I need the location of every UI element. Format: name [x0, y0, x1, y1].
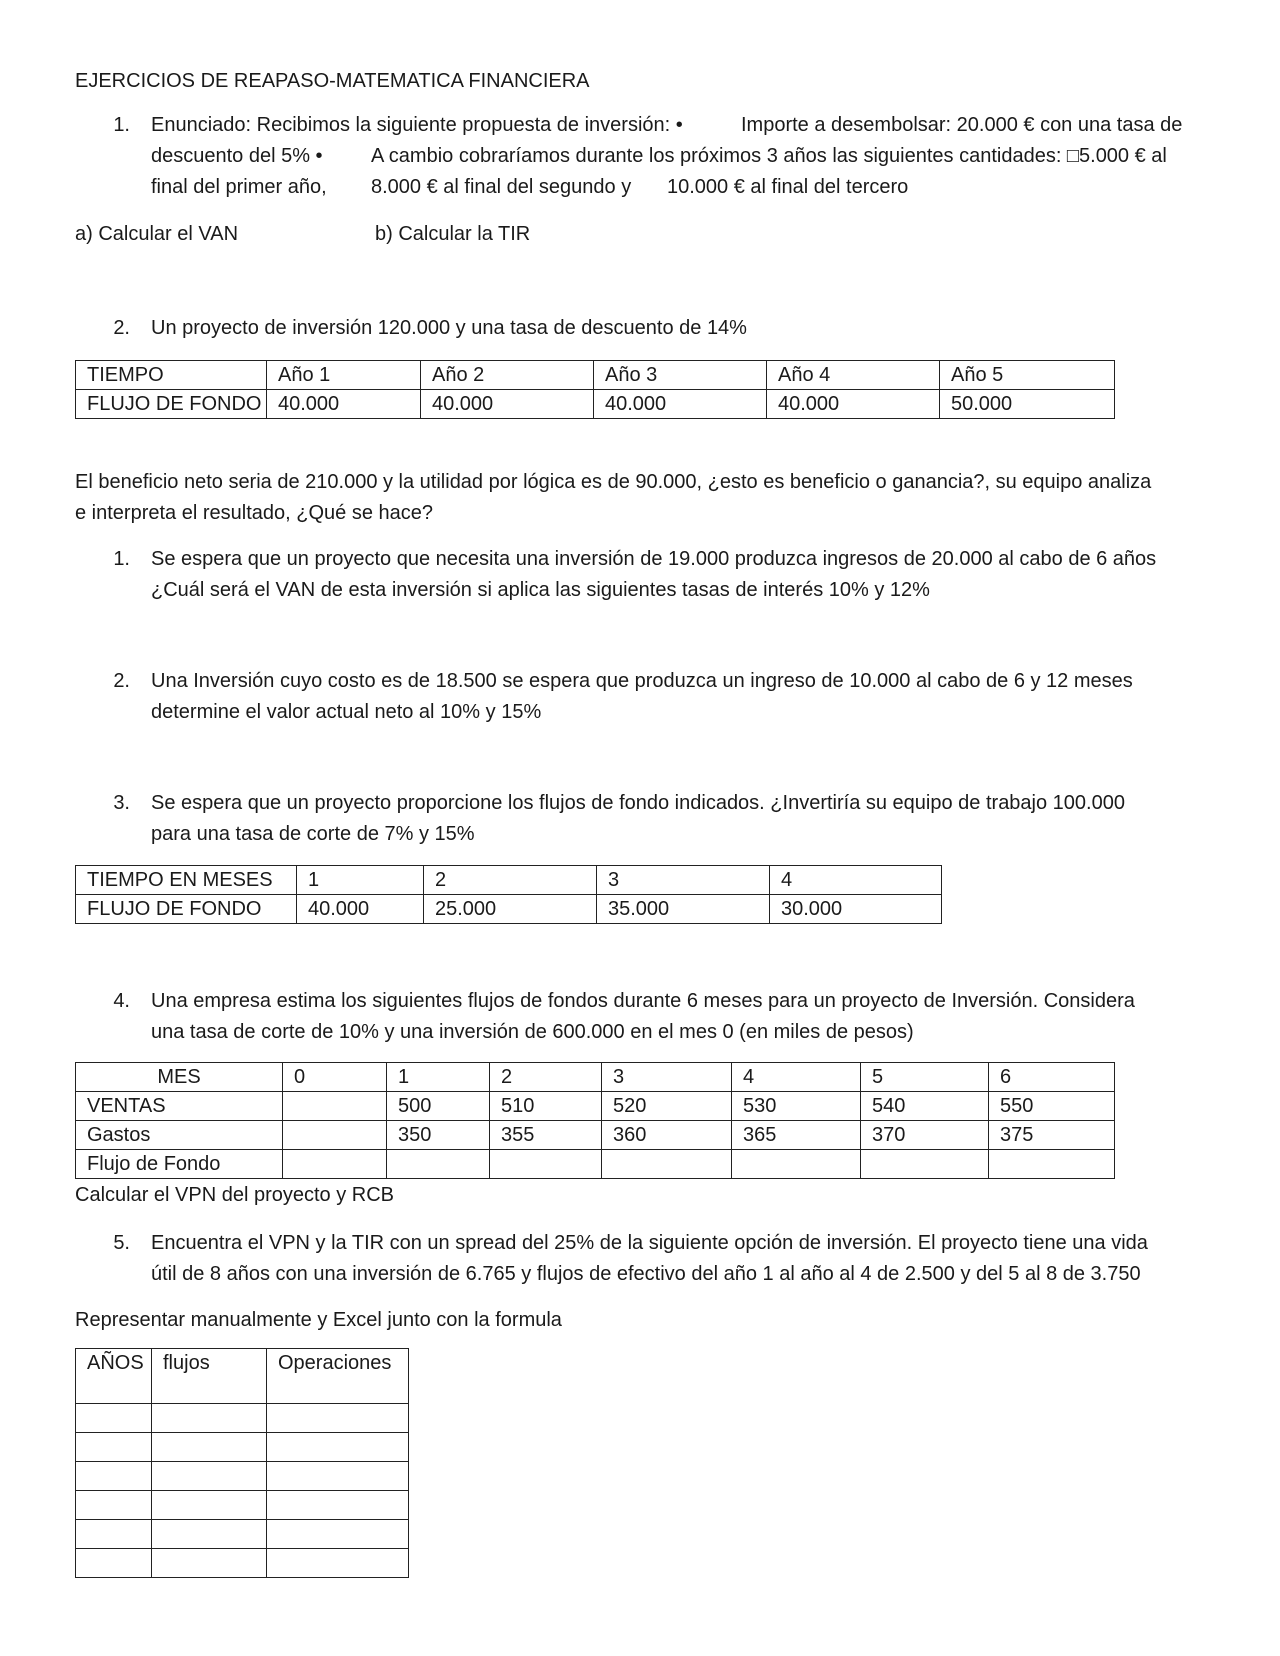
table-cell	[152, 1404, 267, 1433]
table-cell: FLUJO DE FONDO	[76, 390, 267, 419]
table-cell	[267, 1404, 409, 1433]
table-cell	[76, 1433, 152, 1462]
table-cell: 530	[732, 1092, 861, 1121]
table-row	[76, 1549, 409, 1578]
represent-text: Representar manualmente y Excel junto con la formula	[75, 1309, 562, 1331]
list-item-line1: Se espera que un proyecto que necesita una inversión de 19.000 produzca ingresos de 20.000 al cabo de 6 años	[151, 548, 1157, 570]
table-cell	[152, 1549, 267, 1578]
list-item-number: 4.	[113, 990, 130, 1012]
table-cell	[267, 1433, 409, 1462]
list-item-number: 3.	[113, 792, 130, 814]
operations-table	[75, 1348, 409, 1578]
ex1-line3b: 8.000 € al final del segundo y	[371, 176, 632, 198]
list-item-line2: útil de 8 años con una inversión de 6.765 y flujos de efectivo del año 1 al año al 4 de 2.500 y del 5 al 8 de 3.750	[151, 1263, 1141, 1285]
table-row	[76, 1063, 1115, 1092]
table-cell: VENTAS	[76, 1092, 283, 1121]
table-cell: 50.000	[940, 390, 1115, 419]
table-cell	[283, 1092, 387, 1121]
table-cell: TIEMPO EN MESES	[76, 866, 297, 895]
table-cell	[76, 1520, 152, 1549]
table-cell: 350	[387, 1121, 490, 1150]
table-cell: 370	[861, 1121, 989, 1150]
table-row	[76, 1520, 409, 1549]
table-cell: 40.000	[594, 390, 767, 419]
ex2-number: 2.	[113, 317, 130, 339]
ex1-part-a: a) Calcular el VAN	[75, 223, 239, 245]
list-item-line1: Una empresa estima los siguientes flujos de fondos durante 6 meses para un proyecto de Inversión. Considera	[151, 990, 1135, 1012]
table-row	[76, 1150, 1115, 1179]
table-cell: 510	[490, 1092, 602, 1121]
table-cell: Año 4	[767, 361, 940, 390]
list-item-line2: una tasa de corte de 10% y una inversión de 600.000 en el mes 0 (en miles de pesos)	[151, 1021, 914, 1043]
table-row	[76, 1121, 1115, 1150]
ex1-line1a: Enunciado: Recibimos la siguiente propuesta de inversión: •	[151, 114, 683, 136]
table-cell: 2	[424, 866, 597, 895]
table-cell	[152, 1491, 267, 1520]
table-cell	[76, 1491, 152, 1520]
ex1-line2a: descuento del 5% •	[151, 145, 323, 167]
table-cell: Flujo de Fondo	[76, 1150, 283, 1179]
table-cell	[490, 1150, 602, 1179]
table-cell	[267, 1549, 409, 1578]
list-item-line1: Encuentra el VPN y la TIR con un spread del 25% de la siguiente opción de inversión. El proyecto tiene una vida	[151, 1232, 1148, 1254]
ex1-part-b: b) Calcular la TIR	[375, 223, 531, 245]
table-cell: Año 1	[267, 361, 421, 390]
table-cell: 40.000	[421, 390, 594, 419]
table-cell	[76, 1549, 152, 1578]
table-cell: FLUJO DE FONDO	[76, 895, 297, 924]
list-item-number: 2.	[113, 670, 130, 692]
table-row	[76, 1491, 409, 1520]
table-cell: Gastos	[76, 1121, 283, 1150]
ex2-text: Un proyecto de inversión 120.000 y una tasa de descuento de 14%	[151, 317, 747, 339]
table-cell: 30.000	[770, 895, 942, 924]
table-cell: 6	[989, 1063, 1115, 1092]
table-cell: 360	[602, 1121, 732, 1150]
table-row	[76, 895, 942, 924]
table-cell: Año 5	[940, 361, 1115, 390]
table-cell: 1	[297, 866, 424, 895]
ex1-line1b: Importe a desembolsar: 20.000 € con una tasa de	[741, 114, 1183, 136]
table-cell: 4	[732, 1063, 861, 1092]
table-cell	[732, 1150, 861, 1179]
table-cell: 40.000	[267, 390, 421, 419]
table-cell: 520	[602, 1092, 732, 1121]
table-cell: Año 3	[594, 361, 767, 390]
sales-expenses-table	[75, 1062, 1115, 1179]
table-cell: MES	[76, 1063, 283, 1092]
table-cell: 375	[989, 1121, 1115, 1150]
cashflow-table-5-years	[75, 360, 1115, 419]
table-cell: 365	[732, 1121, 861, 1150]
table-cell	[152, 1433, 267, 1462]
ex1-line3a: final del primer año,	[151, 176, 327, 198]
table-cell: 540	[861, 1092, 989, 1121]
table-cell	[267, 1491, 409, 1520]
table-cell: 40.000	[297, 895, 424, 924]
table-cell: Año 2	[421, 361, 594, 390]
table-cell	[76, 1462, 152, 1491]
list-item-number: 1.	[113, 548, 130, 570]
table-cell: 35.000	[597, 895, 770, 924]
table-cell: 40.000	[767, 390, 940, 419]
table-cell	[76, 1404, 152, 1433]
table-cell: AÑOS	[76, 1349, 152, 1404]
page-title: EJERCICIOS DE REAPASO-MATEMATICA FINANCIERA	[75, 70, 590, 92]
list-item-line1: Se espera que un proyecto proporcione los flujos de fondo indicados. ¿Invertiría su equipo de trabajo 100.000	[151, 792, 1125, 814]
table-cell	[602, 1150, 732, 1179]
table-cell	[989, 1150, 1115, 1179]
list-item-line2: determine el valor actual neto al 10% y 15%	[151, 701, 542, 723]
ex1-number: 1.	[113, 114, 130, 136]
table-row	[76, 1404, 409, 1433]
table-row	[76, 1092, 1115, 1121]
table-cell	[152, 1520, 267, 1549]
table-cell: 5	[861, 1063, 989, 1092]
table-row	[76, 1462, 409, 1491]
table-cell: 3	[597, 866, 770, 895]
table-row	[76, 866, 942, 895]
table-cell	[267, 1462, 409, 1491]
table-row	[76, 1433, 409, 1462]
table-row	[76, 361, 1115, 390]
list-item-line1: Una Inversión cuyo costo es de 18.500 se espera que produzca un ingreso de 10.000 al cabo de 6 y 12 meses	[151, 670, 1133, 692]
table-cell	[861, 1150, 989, 1179]
table-cell: 2	[490, 1063, 602, 1092]
table-cell: 0	[283, 1063, 387, 1092]
after-table4-text: Calcular el VPN del proyecto y RCB	[75, 1184, 395, 1206]
table-cell	[387, 1150, 490, 1179]
cashflow-table-months	[75, 865, 942, 924]
table-cell: Operaciones	[267, 1349, 409, 1404]
table-cell: 500	[387, 1092, 490, 1121]
table-cell	[267, 1520, 409, 1549]
table-cell: 1	[387, 1063, 490, 1092]
list-item-line2: para una tasa de corte de 7% y 15%	[151, 823, 475, 845]
table-cell	[283, 1150, 387, 1179]
list-item-number: 5.	[113, 1232, 130, 1254]
table-cell: 25.000	[424, 895, 597, 924]
table-cell: 355	[490, 1121, 602, 1150]
ex1-line3c: 10.000 € al final del tercero	[667, 176, 909, 198]
table-cell: 4	[770, 866, 942, 895]
list-item-line2: ¿Cuál será el VAN de esta inversión si aplica las siguientes tasas de interés 10% y 12%	[151, 579, 930, 601]
table-cell	[283, 1121, 387, 1150]
paragraph-line2: e interpreta el resultado, ¿Qué se hace?	[75, 502, 433, 524]
table-cell: 3	[602, 1063, 732, 1092]
table-row	[76, 390, 1115, 419]
table-cell: flujos	[152, 1349, 267, 1404]
table-cell: 550	[989, 1092, 1115, 1121]
ex1-line2b: A cambio cobraríamos durante los próximos 3 años las siguientes cantidades: □5.000 € al	[371, 145, 1167, 167]
table-cell	[152, 1462, 267, 1491]
table-row	[76, 1349, 409, 1404]
table-cell: TIEMPO	[76, 361, 267, 390]
paragraph-line1: El beneficio neto seria de 210.000 y la utilidad por lógica es de 90.000, ¿esto es beneficio o ganancia?, su equipo analiza	[75, 471, 1152, 493]
